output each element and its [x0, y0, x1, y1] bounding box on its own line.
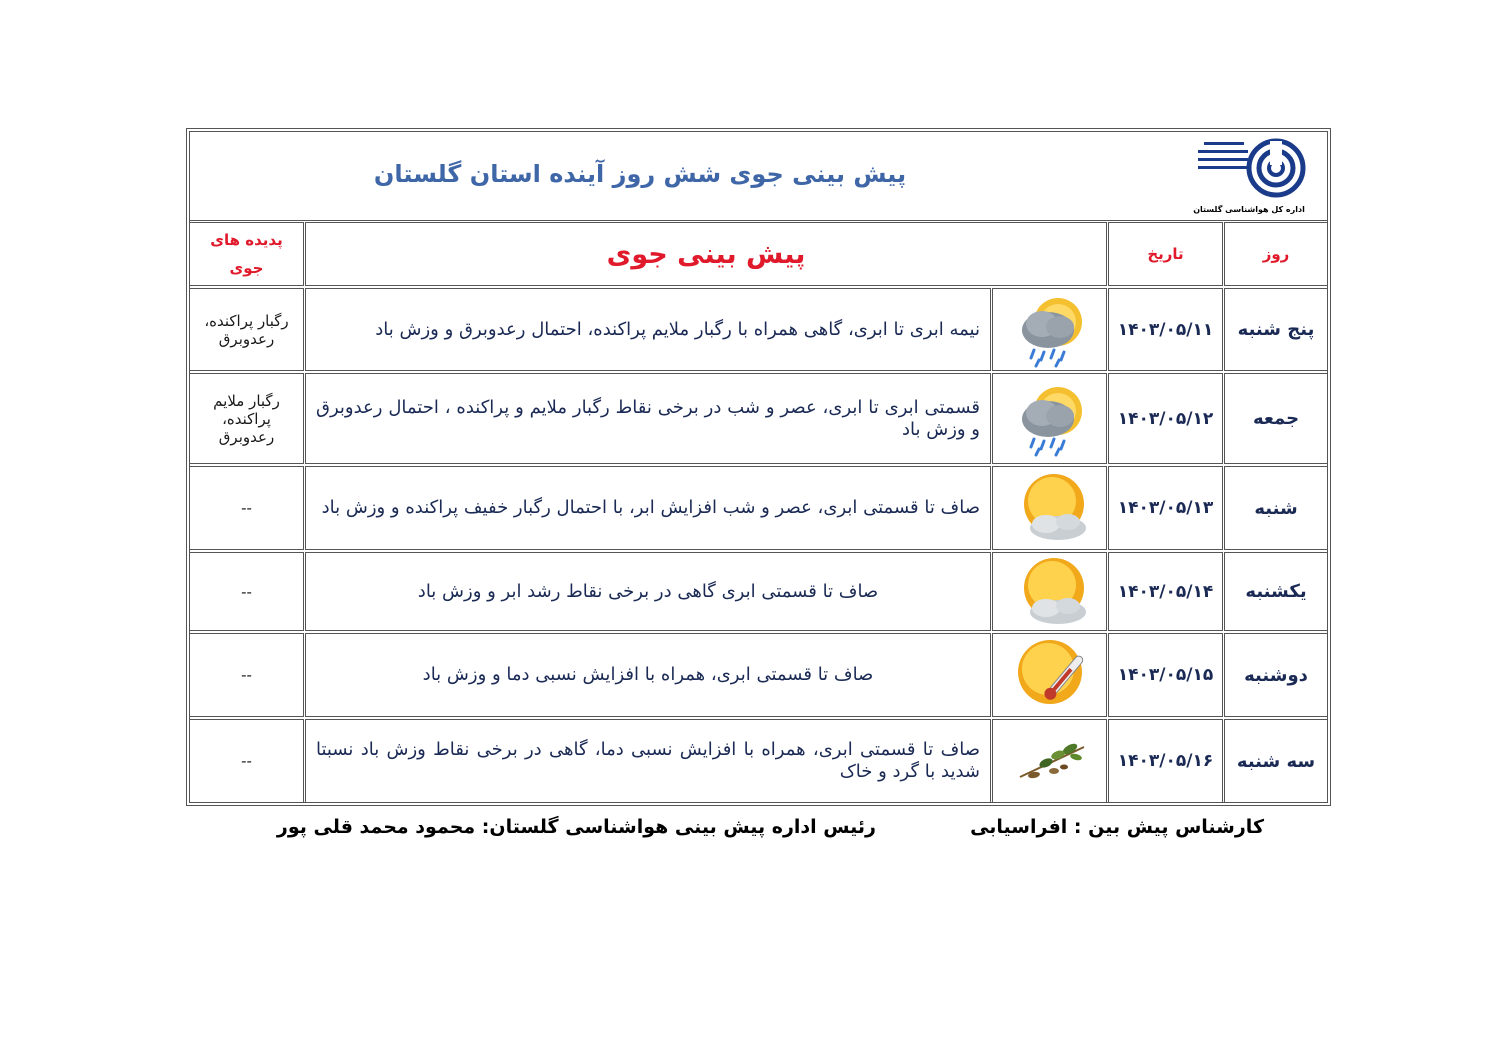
cloud-rain-icon [1012, 381, 1088, 457]
weather-icon-cell [992, 633, 1107, 717]
day-cell: سه شنبه [1224, 719, 1328, 803]
phenomena-cell: رگبار ملایم پراکنده، رعدوبرق [189, 373, 304, 464]
phenomena-cell: -- [189, 633, 304, 717]
date-cell: ۱۴۰۳/۰۵/۱۲ [1108, 373, 1223, 464]
day-cell: شنبه [1224, 466, 1328, 550]
date-cell: ۱۴۰۳/۰۵/۱۱ [1108, 288, 1223, 371]
day-cell: دوشنبه [1224, 633, 1328, 717]
wind-leaves-icon [1010, 733, 1090, 789]
forecast-cell: صاف تا قسمتی ابری گاهی در برخی نقاط رشد ابر و وزش باد [305, 552, 991, 631]
sun-thermometer-icon [1010, 636, 1090, 714]
weather-icon-cell [992, 373, 1107, 464]
sun-cloud-icon [1010, 468, 1090, 548]
forecast-cell: صاف تا قسمتی ابری، همراه با افزایش نسبی دما، گاهی در برخی نقاط وزش باد نسبتا شدید با گرد و خاک [305, 719, 991, 803]
logo-caption: اداره کل هواشناسی گلستان [1193, 205, 1305, 214]
forecaster-signature: کارشناس پیش بین : افراسیابی [970, 816, 1264, 838]
forecast-cell: نیمه ابری تا ابری، گاهی همراه با رگبار ملایم پراکنده، احتمال رعدوبرق و وزش باد [305, 288, 991, 371]
phenomena-cell: -- [189, 466, 304, 550]
day-cell: جمعه [1224, 373, 1328, 464]
weather-icon-cell [992, 719, 1107, 803]
header-forecast: پیش بینی جوی [305, 222, 1107, 286]
phenomena-cell: -- [189, 552, 304, 631]
date-cell: ۱۴۰۳/۰۵/۱۶ [1108, 719, 1223, 803]
weather-icon-cell [992, 288, 1107, 371]
date-cell: ۱۴۰۳/۰۵/۱۳ [1108, 466, 1223, 550]
header-day: روز [1224, 222, 1328, 286]
date-cell: ۱۴۰۳/۰۵/۱۴ [1108, 552, 1223, 631]
header-date: تاریخ [1108, 222, 1223, 286]
phenomena-cell: رگبار پراکنده، رعدوبرق [189, 288, 304, 371]
weather-icon-cell [992, 552, 1107, 631]
department-head-signature: رئیس اداره پیش بینی هواشناسی گلستان: محمود محمد قلی پور [276, 816, 876, 838]
weather-icon-cell [992, 466, 1107, 550]
sun-cloud-icon [1010, 554, 1090, 630]
day-cell: یکشنبه [1224, 552, 1328, 631]
day-cell: پنج شنبه [1224, 288, 1328, 371]
date-cell: ۱۴۰۳/۰۵/۱۵ [1108, 633, 1223, 717]
forecast-cell: قسمتی ابری تا ابری، عصر و شب در برخی نقاط رگبار ملایم و پراکنده ، احتمال رعدوبرق و وزش باد [305, 373, 991, 464]
forecast-cell: صاف تا قسمتی ابری، عصر و شب افزایش ابر، با احتمال رگبار خفیف پراکنده و وزش باد [305, 466, 991, 550]
logo-emblem-icon [1186, 136, 1312, 200]
header-phenomena: پدیده های جوی [189, 222, 304, 286]
forecast-cell: صاف تا قسمتی ابری، همراه با افزایش نسبی دما و وزش باد [305, 633, 991, 717]
cloud-rain-icon [1012, 292, 1088, 368]
page-title: پیش بینی جوی شش روز آینده استان گلستان [373, 160, 907, 188]
organization-logo [1186, 136, 1312, 216]
phenomena-cell: -- [189, 719, 304, 803]
